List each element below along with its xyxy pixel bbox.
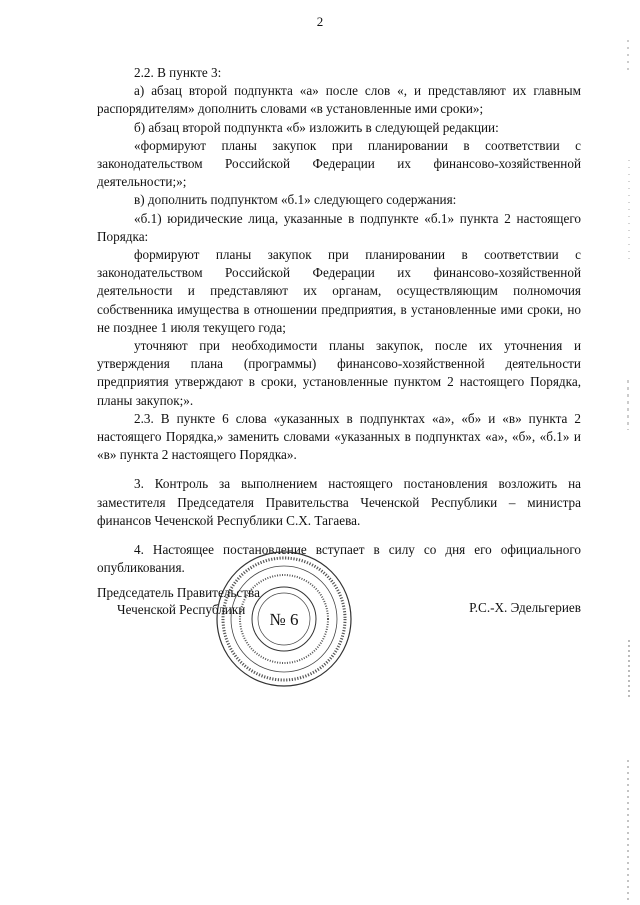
paragraph-b1-refine: уточняют при необходимости планы закупок, после их уточнения и утверждения плана (программы) финансово-хозяйственной деятельности предприятия утверждают в сроки, установленные пунктом 2 настоящего Порядка, планы закупок;». <box>97 338 581 408</box>
scan-edge-marks <box>624 0 632 905</box>
paragraph-2-2-heading: 2.2. В пункте 3: <box>134 65 222 80</box>
signatory-title-line1: Председатель Правительства <box>97 585 260 600</box>
paragraph-2-2-a: а) абзац второй подпункта «а» после слов «, и представляют их главным распорядителям» дополнить словами «в установленные ими сроки»; <box>97 83 581 117</box>
document-body <box>97 64 581 577</box>
paragraph-3: 3. Контроль за выполнением настоящего постановления возложить на заместителя Председателя Правительства Чеченской Республики – министра финансов Чеченской Республики С.Х. Тагаева. <box>97 476 581 528</box>
paragraph-2-3: 2.3. В пункте 6 слова «указанных в подпунктах «а», «б» и «в» пункта 2 настоящего Порядка,» заменить словами «указанных в подпунктах «а», «б», «б.1» и «в» пункта 2 настоящего Порядка». <box>97 410 581 463</box>
page-number: 2 <box>316 14 324 29</box>
paragraph-2-2-b: б) абзац второй подпункта «б» изложить в следующей редакции: <box>134 119 499 135</box>
paragraph-b1-form: формируют планы закупок при планировании в соответствии с законодательством Российской Федерации их финансово-хозяйственной деятельности и представляют их органам, осуществляющим полномочия собственника имущества в отношении предприятия, в установленные ими сроки, но не позднее 1 июля текущего года; <box>97 247 581 335</box>
paragraph-2-2-v: в) дополнить подпунктом «б.1» следующего содержания: <box>134 192 457 208</box>
seal-number: № 6 <box>269 610 299 629</box>
signatory-title <box>97 584 260 618</box>
paragraph-4: 4. Настоящее постановление вступает в силу со дня его официального опубликования. <box>97 542 581 576</box>
signatory-title-line2: Чеченской Республики <box>117 602 246 617</box>
paragraph-b1-intro: «б.1) юридические лица, указанные в подпункте «б.1» пункта 2 настоящего Порядка: <box>97 210 581 244</box>
signature-block <box>97 584 581 634</box>
paragraph-2-2-b-text: «формируют планы закупок при планировании в соответствии с законодательством Российской Федерации их финансово-хозяйственной деятельности;»; <box>97 137 581 190</box>
signatory-name: Р.С.-Х. Эдельгериев <box>469 600 581 615</box>
